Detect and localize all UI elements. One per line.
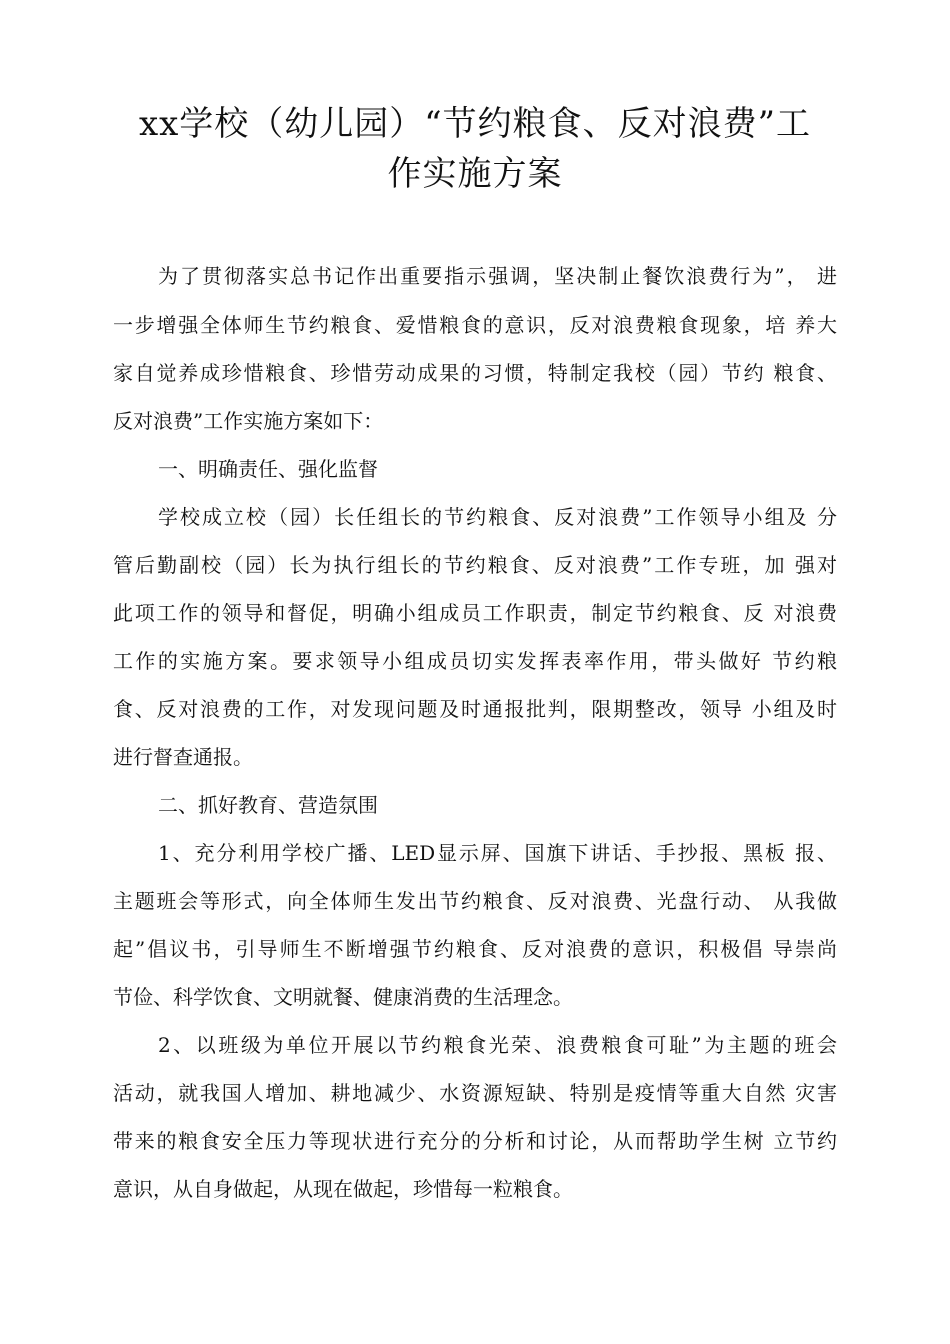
- document-title-line-1: xx学校（幼儿园）“节约粮食、反对浪费”工: [138, 104, 812, 144]
- intro-paragraph-line: 反对浪费”工作实施方案如下：: [113, 409, 384, 433]
- intro-paragraph-line: 为了贯彻落实总书记作出重要指示强调，坚决制止餐饮浪费行为”， 进: [158, 264, 837, 288]
- item-2-paragraph-line: 活动，就我国人增加、耕地减少、水资源短缺、特别是疫情等重大自然 灾害: [113, 1081, 837, 1105]
- section-1-paragraph-line: 管后勤副校（园）长为执行组长的节约粮食、反对浪费”工作专班，加 强对: [113, 553, 837, 577]
- item-2-paragraph-line: 意识，从自身做起，从现在做起，珍惜每一粒粮食。: [113, 1177, 573, 1201]
- item-1-paragraph-line: 起”倡议书，引导师生不断增强节约粮食、反对浪费的意识，积极倡 导崇尚: [113, 937, 837, 961]
- item-1-paragraph-line: 主题班会等形式，向全体师生发出节约粮食、反对浪费、光盘行动、 从我做: [113, 889, 837, 913]
- section-1-paragraph-line: 食、反对浪费的工作，对发现问题及时通报批判，限期整改，领导 小组及时: [113, 697, 837, 721]
- intro-paragraph-line: 一步增强全体师生节约粮食、爱惜粮食的意识，反对浪费粮食现象，培 养大: [113, 313, 837, 337]
- item-2-paragraph-line: 2、以班级为单位开展以节约粮食光荣、浪费粮食可耻”为主题的班会: [158, 1033, 837, 1057]
- section-heading-2: 二、抓好教育、营造氛围: [158, 793, 378, 817]
- section-1-paragraph-line: 此项工作的领导和督促，明确小组成员工作职责，制定节约粮食、反 对浪费: [113, 601, 837, 625]
- item-2-paragraph-line: 带来的粮食安全压力等现状进行充分的分析和讨论，从而帮助学生树 立节约: [113, 1129, 837, 1153]
- section-1-paragraph-line: 工作的实施方案。要求领导小组成员切实发挥表率作用，带头做好 节约粮: [113, 649, 837, 673]
- item-1-paragraph-line: 1、充分利用学校广播、LED显示屏、国旗下讲话、手抄报、黑板 报、: [158, 841, 837, 865]
- intro-paragraph-line: 家自觉养成珍惜粮食、珍惜劳动成果的习惯，特制定我校（园）节约 粮食、: [113, 361, 837, 385]
- section-1-paragraph-line: 学校成立校（园）长任组长的节约粮食、反对浪费”工作领导小组及 分: [158, 505, 837, 529]
- section-heading-1: 一、明确责任、强化监督: [158, 457, 378, 481]
- section-1-paragraph-line: 进行督查通报。: [113, 745, 253, 769]
- document-title-line-2: 作实施方案: [387, 154, 563, 194]
- item-1-paragraph-line: 节俭、科学饮食、文明就餐、健康消费的生活理念。: [113, 985, 573, 1009]
